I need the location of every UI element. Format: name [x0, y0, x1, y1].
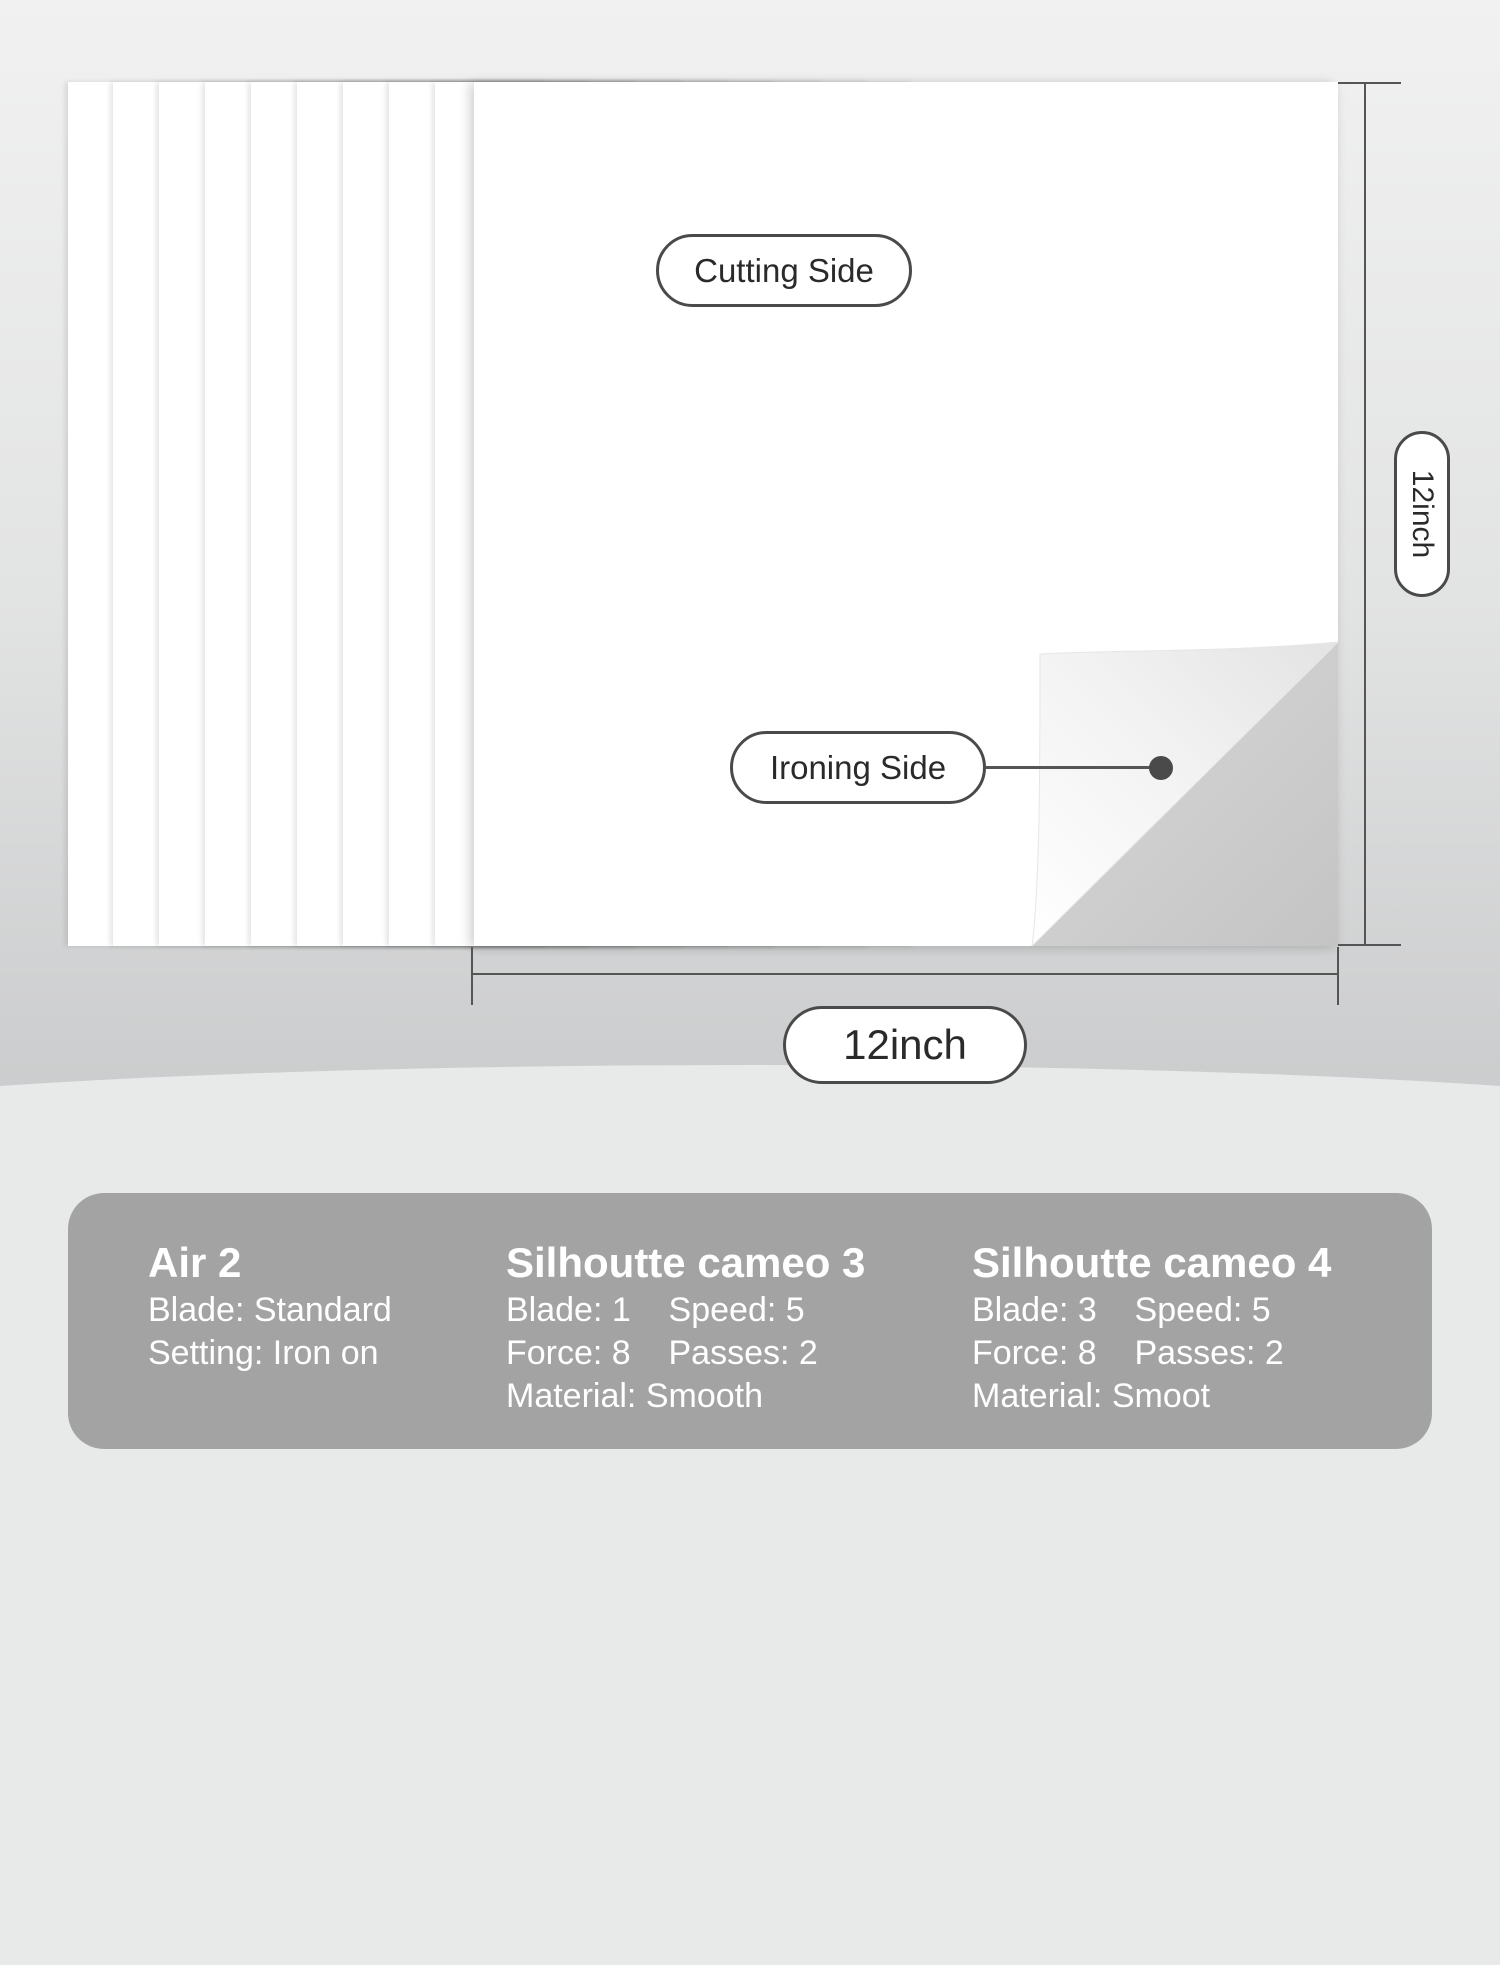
ironing-side-label [730, 731, 986, 804]
width-text: 12inch [843, 1021, 967, 1068]
settings-line: Blade: 1 Speed: 5 [506, 1291, 805, 1329]
settings-title: Silhoutte cameo 4 [972, 1239, 1332, 1286]
settings-line: Material: Smoot [972, 1377, 1211, 1415]
ironing-side-text: Ironing Side [769, 748, 947, 786]
ironing-pointer-dot [1149, 756, 1173, 780]
main-sheet [474, 82, 1338, 946]
width-dimension-line [472, 973, 1338, 975]
settings-air-2 [148, 1237, 392, 1375]
settings-line: Blade: 3 Speed: 5 [972, 1291, 1271, 1329]
cutting-side-text: Cutting Side [694, 251, 874, 289]
height-dimension-line [1364, 83, 1366, 945]
settings-title: Silhoutte cameo 3 [506, 1239, 866, 1286]
settings-cameo-4 [972, 1237, 1331, 1418]
height-label [1394, 431, 1450, 597]
height-tick-bottom [1338, 944, 1401, 946]
settings-line: Material: Smooth [506, 1377, 763, 1415]
width-tick-right [1337, 947, 1339, 1005]
height-tick-top [1338, 82, 1401, 84]
width-tick-left [471, 947, 473, 1005]
settings-line: Force: 8 Passes: 2 [972, 1334, 1284, 1372]
cutting-side-label [656, 234, 912, 307]
ironing-pointer-line [985, 766, 1161, 769]
height-text: 12inch [1406, 469, 1439, 559]
settings-line: Force: 8 Passes: 2 [506, 1334, 818, 1372]
width-label [783, 1006, 1027, 1084]
settings-title: Air 2 [148, 1239, 242, 1286]
settings-line: Setting: Iron on [148, 1334, 379, 1372]
settings-cameo-3 [506, 1237, 865, 1418]
settings-line: Blade: Standard [148, 1291, 392, 1329]
